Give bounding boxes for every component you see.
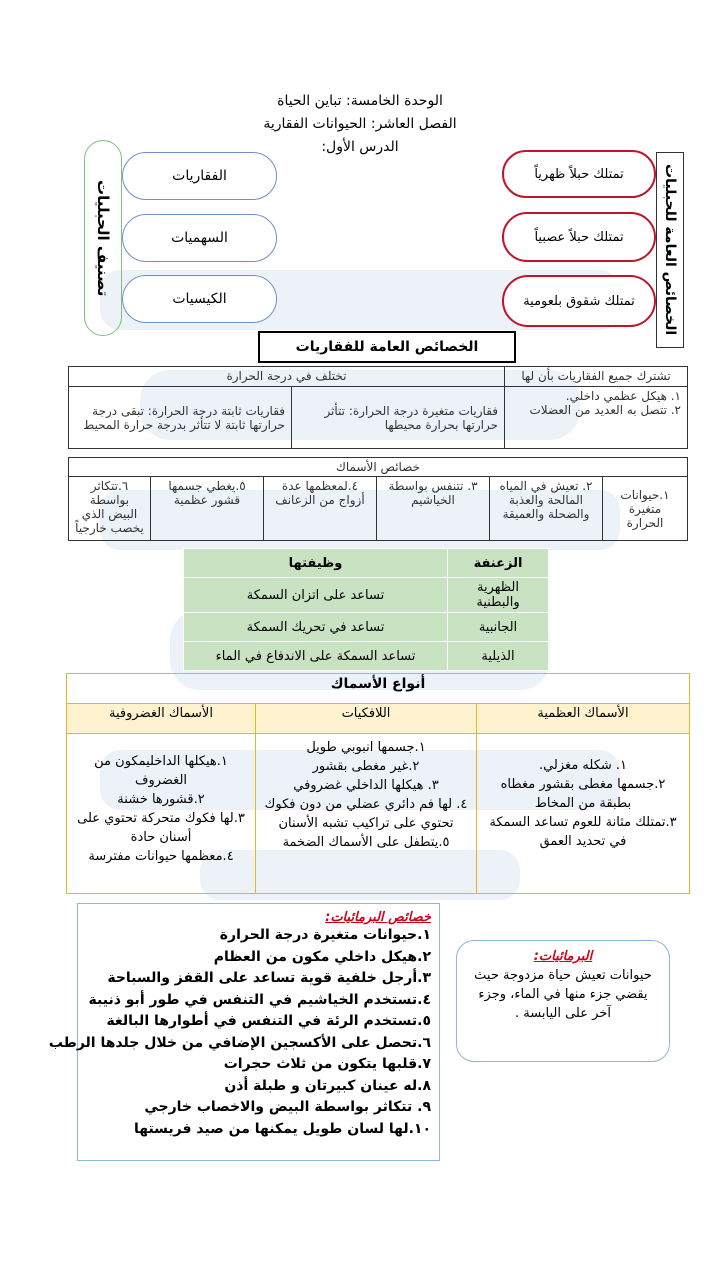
fin-name: الذيلية (448, 642, 549, 671)
feature-notochord: تمتلك حبلاً ظهرياً (502, 150, 656, 198)
fin-function: تساعد في تحريك السمكة (184, 613, 448, 642)
fin-function: تساعد على اتزان السمكة (184, 578, 448, 613)
class-cephalochordates: السهميات (122, 214, 277, 262)
amphibian-definition-title: البرمائيات: (533, 949, 593, 964)
shared-item: ٢. تتصل به العديد من العضلات (529, 403, 681, 417)
cartilaginous-header: الأسماك الغضروفية (67, 704, 256, 734)
cartilaginous-item: ٢.قشورها خشنة (117, 792, 205, 807)
chordate-features-title: الخصائص العامة للحبليات (662, 164, 678, 336)
class-tunicates: الكيسيات (122, 275, 277, 323)
shared-items-cell (505, 387, 688, 449)
amphibian-definition-box (456, 940, 670, 1062)
amphibian-feature: ٤.تستخدم الخياشيم في التنفس في طور أبو ذنيبة (88, 991, 431, 1008)
class-vertebrates: الفقاريات (122, 152, 277, 200)
fins-table (183, 548, 549, 671)
bony-item: ٢.جسمها مغطى بقشور مغطاه بطبقة من المخاط (500, 777, 666, 811)
variable-temp-cell: فقاريات متغيرة درجة الحرارة: تتأثر حرارتها بحرارة محيطها (292, 387, 505, 449)
amphibian-feature: ٨.له عينان كبيرتان و طبلة أذن (224, 1077, 431, 1094)
amphibian-feature: ٩. تتكاثر بواسطة البيض والاخصاب خارجي (144, 1099, 431, 1115)
lesson-title: الدرس الأول: (321, 139, 399, 155)
fish-types-table (66, 673, 690, 894)
cartilaginous-item: ٤.معظمها حيوانات مفترسة (88, 849, 234, 864)
bony-item: ١. شكله مغزلي. (538, 758, 628, 773)
amphibian-feature: ٥.تستخدم الرئة في التنفس في أطوارها البالغة (106, 1013, 431, 1029)
amphibian-features-list (48, 925, 431, 1140)
bony-fish-cell (477, 734, 690, 894)
jawless-item: ٢.غير مغطى بقشور (312, 759, 420, 774)
amphibian-feature: ٦.تحصل على الأكسجين الإضافي من خلال جلدها الرطب (48, 1034, 431, 1051)
bony-item: ٣.تمتلك مثانة للعوم تساعد السمكة في تحديد العمق (489, 815, 677, 849)
unit-title: الوحدة الخامسة: تباين الحياة (277, 93, 443, 109)
bony-fish-header: الأسماك العظمية (477, 704, 690, 734)
amphibian-features-box (48, 903, 440, 1161)
fin-function: تساعد السمكة على الاندفاع في الماء (184, 642, 448, 671)
fish-feature: ٣. تتنفس بواسطة الخياشيم (377, 477, 490, 541)
constant-temp-cell: فقاريات ثابتة درجة الحرارة: تبقى درجة حرارتها ثابتة لا تتأثر بدرجة حرارة المحيط (69, 387, 292, 449)
vertebrates-table (68, 366, 688, 449)
fish-feature: ٢. تعيش في المياه المالحة والعذبة والضحلة والعميقة (490, 477, 603, 541)
amphibian-feature: ٧.قلبها يتكون من ثلاث حجرات (223, 1056, 431, 1072)
classification-title-box (84, 140, 122, 336)
amphibian-feature: ٢.هيكل داخلي مكون من العظام (213, 948, 431, 965)
jawless-cell (256, 734, 477, 894)
feature-nerve-cord: تمتلك حبلاً عصبياً (502, 212, 656, 262)
vertebrates-title: الخصائص العامة للفقاريات (258, 331, 516, 363)
chapter-title: الفصل العاشر: الحيوانات الفقارية (263, 116, 457, 132)
classification-title: تصنيف الحبليات (94, 179, 112, 297)
fish-types-title: أنواع الأسماك (67, 674, 690, 704)
fish-feature: ٤.لمعظمها عدة أزواج من الزعانف (264, 477, 377, 541)
jawless-header: اللافكيات (256, 704, 477, 734)
fish-features-table (68, 457, 688, 541)
fin-name: الظهرية والبطنية (448, 578, 549, 613)
fish-features-title: خصائص الأسماك (69, 458, 688, 477)
cartilaginous-item: ١.هيكلها الداخليمكون من الغضروف (94, 754, 228, 788)
jawless-item: ٥.يتطفل على الأسماك الضخمة (282, 835, 450, 850)
fin-name: الجانبية (448, 613, 549, 642)
fish-feature: ٦.تتكاثر بواسطة البيض الذي يخصب خارجياً (69, 477, 151, 541)
function-col-header: وظيفتها (184, 549, 448, 578)
shared-header: تشترك جميع الفقاريات بأن لها (505, 367, 688, 387)
jawless-item: ٤. لها فم دائري عضلي من دون فكوك تحتوي على تراكيب تشبه الأسنان (264, 797, 468, 831)
amphibian-definition-text: حيوانات تعيش حياة مزدوجة حيث يقضي جزء منها في الماء، وجزء آخر على اليابسة . (474, 968, 652, 1021)
fish-feature: ١.حيوانات متغيرة الحرارة (603, 477, 688, 541)
jawless-item: ٣. هيكلها الداخلي غضروفي (293, 778, 439, 793)
fin-col-header: الزعنفة (448, 549, 549, 578)
feature-pharyngeal-slits: تمتلك شقوق بلعومية (502, 275, 656, 327)
amphibian-feature: ١.حيوانات متغيرة درجة الحرارة (219, 927, 431, 943)
cartilaginous-cell (67, 734, 256, 894)
cartilaginous-item: ٣.لها فكوك متحركة تحتوي على أسنان حادة (77, 811, 245, 845)
temperature-header: تختلف في درجة الحرارة (69, 367, 505, 387)
amphibian-feature: ١٠.لها لسان طويل يمكنها من صيد فريستها (133, 1120, 431, 1137)
amphibian-feature: ٣.أرجل خلفية قوية تساعد على القفز والسباحة (107, 970, 431, 986)
amphibian-features-title: خصائص البرمائيات: (325, 910, 431, 925)
jawless-item: ١.جسمها انبوبي طويل (306, 740, 426, 755)
fish-feature: ٥.يغطي جسمها قشور عظمية (151, 477, 264, 541)
chordate-features-title-box (656, 152, 684, 348)
shared-item: ١. هيكل عظمي داخلي. (565, 389, 681, 403)
